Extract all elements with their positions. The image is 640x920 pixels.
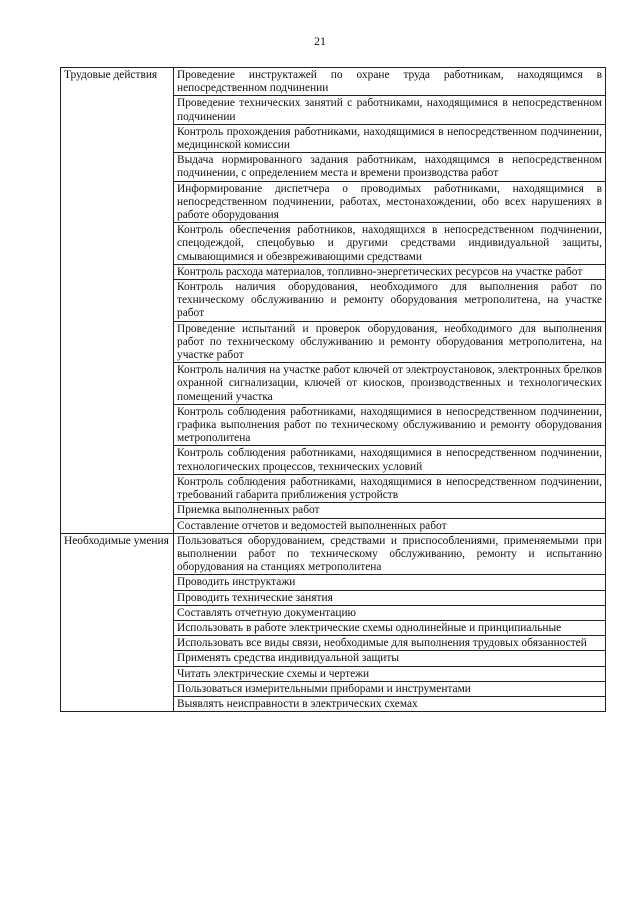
table-cell: Контроль наличия на участке работ ключей от электроустановок, электронных брелков охранной сигнализации, ключей от киосков, производственных и технологических помещений участка — [174, 363, 606, 405]
table-cell: Контроль соблюдения работниками, находящимися в непосредственном подчинении, технологических процессов, технических условий — [174, 446, 606, 474]
table-cell: Информирование диспетчера о проводимых работниками, находящимися в непосредственном подчинении, работах, местонахождении, обо всех нарушениях в работе оборудования — [174, 181, 606, 223]
page-number: 21 — [314, 34, 326, 48]
table-cell: Контроль расхода материалов, топливно-энергетических ресурсов на участке работ — [174, 264, 606, 279]
table-row — [61, 68, 606, 96]
table-cell: Контроль соблюдения работниками, находящимися в непосредственном подчинении, требований габарита приближения устройств — [174, 474, 606, 502]
table-cell: Проводить инструктажи — [174, 575, 606, 590]
table-cell: Читать электрические схемы и чертежи — [174, 666, 606, 681]
table-cell: Проводить технические занятия — [174, 590, 606, 605]
table-cell: Пользоваться измерительными приборами и инструментами — [174, 681, 606, 696]
table-cell: Проведение технических занятий с работниками, находящимися в непосредственном подчинении — [174, 96, 606, 124]
section-label: Необходимые умения — [61, 533, 174, 711]
table-cell: Выявлять неисправности в электрических схемах — [174, 696, 606, 711]
requirements-table — [60, 67, 606, 712]
table-cell: Использовать в работе электрические схемы однолинейные и принципиальные — [174, 620, 606, 635]
table-cell: Проведение испытаний и проверок оборудования, необходимого для выполнения работ по техническому обслуживанию и ремонту оборудования метрополитена, на участке работ — [174, 321, 606, 363]
table-cell: Проведение инструктажей по охране труда работникам, находящимся в непосредственном подчинении — [174, 68, 606, 96]
table-cell: Применять средства индивидуальной защиты — [174, 651, 606, 666]
table-cell: Приемка выполненных работ — [174, 503, 606, 518]
table-cell: Составление отчетов и ведомостей выполненных работ — [174, 518, 606, 533]
table-cell: Выдача нормированного задания работникам, находящимся в непосредственном подчинении, с определением места и времени производства работ — [174, 153, 606, 181]
table-cell: Контроль прохождения работниками, находящимися в непосредственном подчинении, медицинской комиссии — [174, 124, 606, 152]
table-cell: Контроль наличия оборудования, необходимого для выполнения работ по техническому обслуживанию и ремонту оборудования метрополитена, на участке работ — [174, 280, 606, 322]
table-cell: Составлять отчетную документацию — [174, 605, 606, 620]
section-label: Трудовые действия — [61, 68, 174, 534]
table-cell: Пользоваться оборудованием, средствами и приспособлениями, применяемыми при выполнении работ по техническому обслуживанию, ремонту и испытанию оборудования на станциях метрополитена — [174, 533, 606, 575]
table-cell: Контроль соблюдения работниками, находящимися в непосредственном подчинении, графика выполнения работ по техническому обслуживанию и ремонту оборудования метрополитена — [174, 404, 606, 446]
table-cell: Контроль обеспечения работников, находящихся в непосредственном подчинении, спецодеждой, спецобувью и другими средствами индивидуальной защиты, смывающимися и обезвреживающими средствами — [174, 223, 606, 265]
table-row — [61, 533, 606, 575]
table-cell: Использовать все виды связи, необходимые для выполнения трудовых обязанностей — [174, 636, 606, 651]
